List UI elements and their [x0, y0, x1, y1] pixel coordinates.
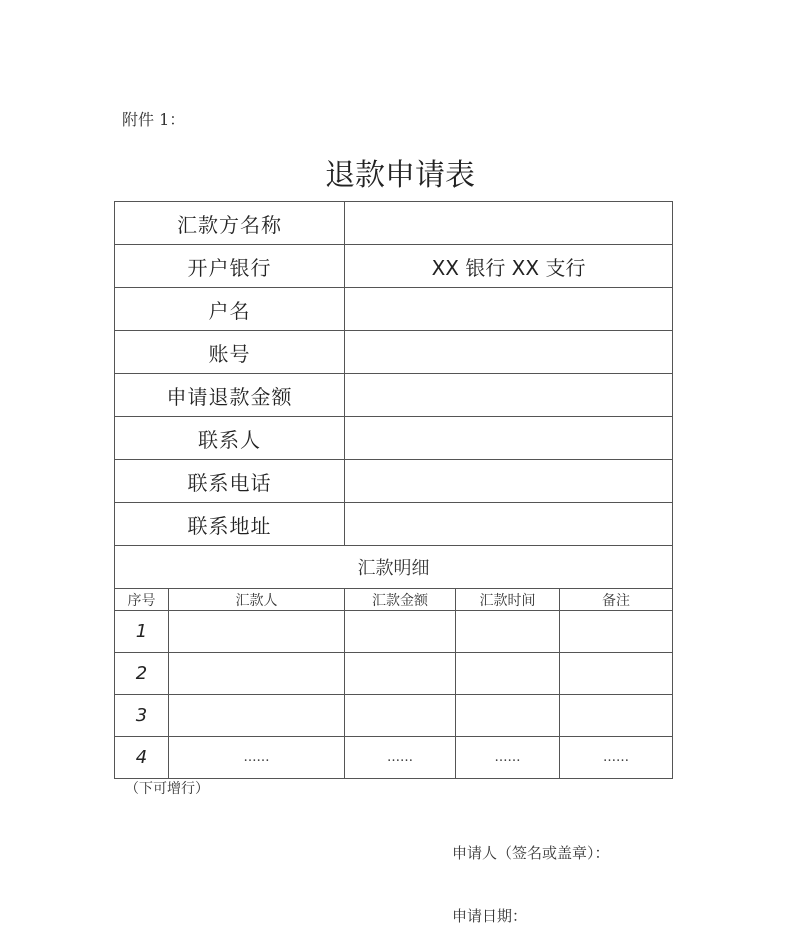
form-row-account-name [115, 288, 673, 331]
refund-form-table [114, 201, 673, 779]
field-label: 户名 [115, 288, 345, 331]
payer-cell[interactable] [169, 611, 345, 653]
form-row-account-number [115, 331, 673, 374]
time-cell[interactable] [456, 695, 560, 737]
detail-row [115, 611, 673, 653]
column-header-no: 序号 [115, 589, 169, 611]
detail-section-row [115, 546, 673, 589]
detail-row [115, 737, 673, 779]
column-header-remark: 备注 [560, 589, 673, 611]
time-cell[interactable]: …… [456, 737, 560, 779]
column-header-payer: 汇款人 [169, 589, 345, 611]
field-value[interactable] [345, 202, 673, 245]
amount-cell[interactable] [345, 653, 456, 695]
payer-cell[interactable] [169, 653, 345, 695]
remark-cell[interactable] [560, 695, 673, 737]
detail-header-row [115, 589, 673, 611]
amount-cell[interactable] [345, 611, 456, 653]
payer-cell[interactable] [169, 695, 345, 737]
amount-cell[interactable]: …… [345, 737, 456, 779]
remark-cell[interactable] [560, 611, 673, 653]
attachment-label: 附件 1： [122, 110, 186, 129]
field-value[interactable] [345, 417, 673, 460]
date-label: 申请日期： [452, 907, 528, 925]
detail-row [115, 653, 673, 695]
field-value[interactable] [345, 374, 673, 417]
field-label: 联系地址 [115, 503, 345, 546]
time-cell[interactable] [456, 653, 560, 695]
form-row-phone [115, 460, 673, 503]
field-label: 申请退款金额 [115, 374, 345, 417]
column-header-amount: 汇款金额 [345, 589, 456, 611]
remark-cell[interactable] [560, 653, 673, 695]
payer-cell[interactable]: …… [169, 737, 345, 779]
signature-label: 申请人（签名或盖章）： [452, 844, 610, 862]
detail-section-title: 汇款明细 [115, 546, 673, 589]
field-value[interactable] [345, 503, 673, 546]
time-cell[interactable] [456, 611, 560, 653]
field-label: 账号 [115, 331, 345, 374]
field-label: 开户银行 [115, 245, 345, 288]
field-value[interactable] [345, 331, 673, 374]
field-value[interactable]: XX 银行 XX 支行 [345, 245, 673, 288]
form-row-refund-amount [115, 374, 673, 417]
column-header-time: 汇款时间 [456, 589, 560, 611]
row-number: 2 [115, 653, 169, 695]
field-value[interactable] [345, 460, 673, 503]
field-label: 联系人 [115, 417, 345, 460]
form-row-address [115, 503, 673, 546]
field-value[interactable] [345, 288, 673, 331]
row-number: 1 [115, 611, 169, 653]
detail-row [115, 695, 673, 737]
row-number: 3 [115, 695, 169, 737]
field-label: 联系电话 [115, 460, 345, 503]
form-row-contact [115, 417, 673, 460]
remark-cell[interactable]: …… [560, 737, 673, 779]
form-row-payer-name [115, 202, 673, 245]
row-number: 4 [115, 737, 169, 779]
field-label: 汇款方名称 [115, 202, 345, 245]
add-rows-note: （下可增行） [125, 781, 209, 797]
form-row-bank [115, 245, 673, 288]
page-title: 退款申请表 [325, 158, 475, 193]
amount-cell[interactable] [345, 695, 456, 737]
